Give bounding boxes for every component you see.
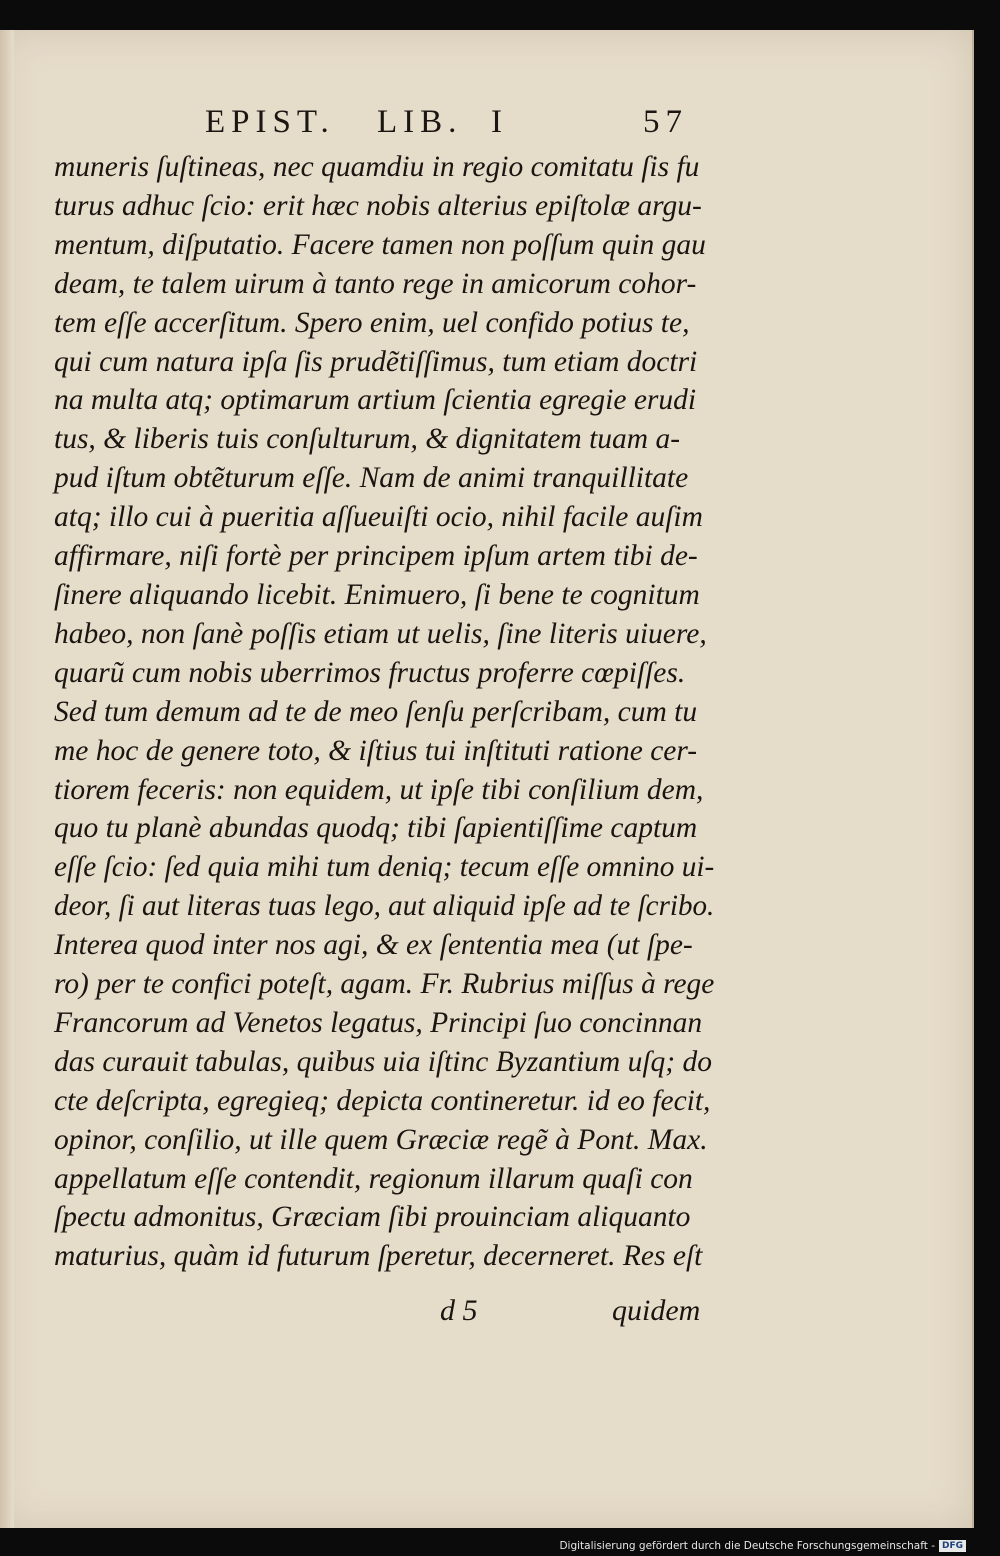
text-line: turus adhuc ſcio: erit hæc nobis alterius epiſtolæ argu- <box>54 189 702 222</box>
text-line: qui cum natura ipſa ſis prudẽtiſſimus, tum etiam doctri <box>54 345 698 378</box>
text-line: tus, & liberis tuis conſulturum, & dignitatem tuam a- <box>54 423 681 456</box>
text-line: Sed tum demum ad te de meo ſenſu perſcribam, cum tu <box>54 695 698 728</box>
text-line: habeo, non ſanè poſſis etiam ut uelis, ſine literis uiuere, <box>54 617 707 650</box>
text-line: opinor, conſilio, ut ille quem Græciæ regẽ à Pont. Max. <box>54 1123 708 1156</box>
book-numeral: I <box>491 104 508 140</box>
text-line: affirmare, niſi fortè per principem ipſum artem tibi de- <box>54 540 698 573</box>
dfg-logo-icon: DFG <box>939 1540 966 1552</box>
text-line: me hoc de genere toto, & iſtius tui inſtituti ratione cer- <box>54 734 698 767</box>
body-text <box>54 148 714 1276</box>
text-line: deam, te talem uirum à tanto rege in amicorum cohor- <box>54 267 697 300</box>
page-footer <box>440 1294 720 1334</box>
text-line: ſpectu admonitus, Græciam ſibi prouinciam aliquanto <box>54 1201 691 1234</box>
text-line: tem eſſe accerſitum. Spero enim, uel confido potius te, <box>54 306 690 339</box>
text-line: muneris ſuſtineas, nec quamdiu in regio comitatu ſis fu <box>54 151 700 183</box>
text-line: Interea quod inter nos agi, & ex ſententia mea (ut ſpe- <box>54 929 693 962</box>
text-line: pud iſtum obtẽturum eſſe. Nam de animi tranquillitate <box>54 462 689 495</box>
credit-text: Digitalisierung gefördert durch die Deutsche Forschungsgemeinschaft - <box>559 1540 935 1552</box>
text-line: eſſe ſcio: ſed quia mihi tum deniq; tecum eſſe omnino ui- <box>54 851 715 884</box>
text-line: Francorum ad Venetos legatus, Principi ſuo concinnan <box>54 1006 703 1039</box>
text-line: deor, ſi aut literas tuas lego, aut aliquid ipſe ad te ſcribo. <box>54 890 715 923</box>
text-line: mentum, diſputatio. Facere tamen non poſſum quin gau <box>54 228 706 261</box>
text-line: ro) per te confici poteſt, agam. Fr. Rubrius miſſus à rege <box>54 968 715 1001</box>
text-line: maturius, quàm id futurum ſperetur, decerneret. Res eſt <box>54 1240 703 1273</box>
book-label: LIB. <box>377 104 463 140</box>
running-title: EPIST. <box>205 104 335 140</box>
text-line: quarũ cum nobis uberrimos fructus proferre cœpiſſes. <box>54 656 686 689</box>
text-line: appellatum eſſe contendit, regionum illarum quaſi con <box>54 1162 693 1195</box>
text-line: ſinere aliquando licebit. Enimuero, ſi bene te cognitum <box>54 578 700 611</box>
text-line: atq; illo cui à pueritia aſſueuiſti ocio, nihil facile auſim <box>54 501 703 534</box>
text-line: cte deſcripta, egregieq; depicta contineretur. id eo fecit, <box>54 1084 711 1117</box>
catchword: quidem <box>612 1294 701 1327</box>
text-line: quo tu planè abundas quodq; tibi ſapientiſſime captum <box>54 812 698 845</box>
signature-mark: d 5 <box>440 1294 478 1327</box>
running-header <box>205 104 690 144</box>
page-gutter <box>0 30 14 1528</box>
text-line: tiorem feceris: non equidem, ut ipſe tibi conſilium dem, <box>54 773 704 806</box>
text-line: das curauit tabulas, quibus uia iſtinc Byzantium uſq; do <box>54 1045 713 1078</box>
text-line: na multa atq; optimarum artium ſcientia egregie erudi <box>54 384 697 417</box>
page-number: 57 <box>643 104 688 140</box>
digitization-credit <box>559 1540 966 1552</box>
book-page <box>0 30 974 1528</box>
